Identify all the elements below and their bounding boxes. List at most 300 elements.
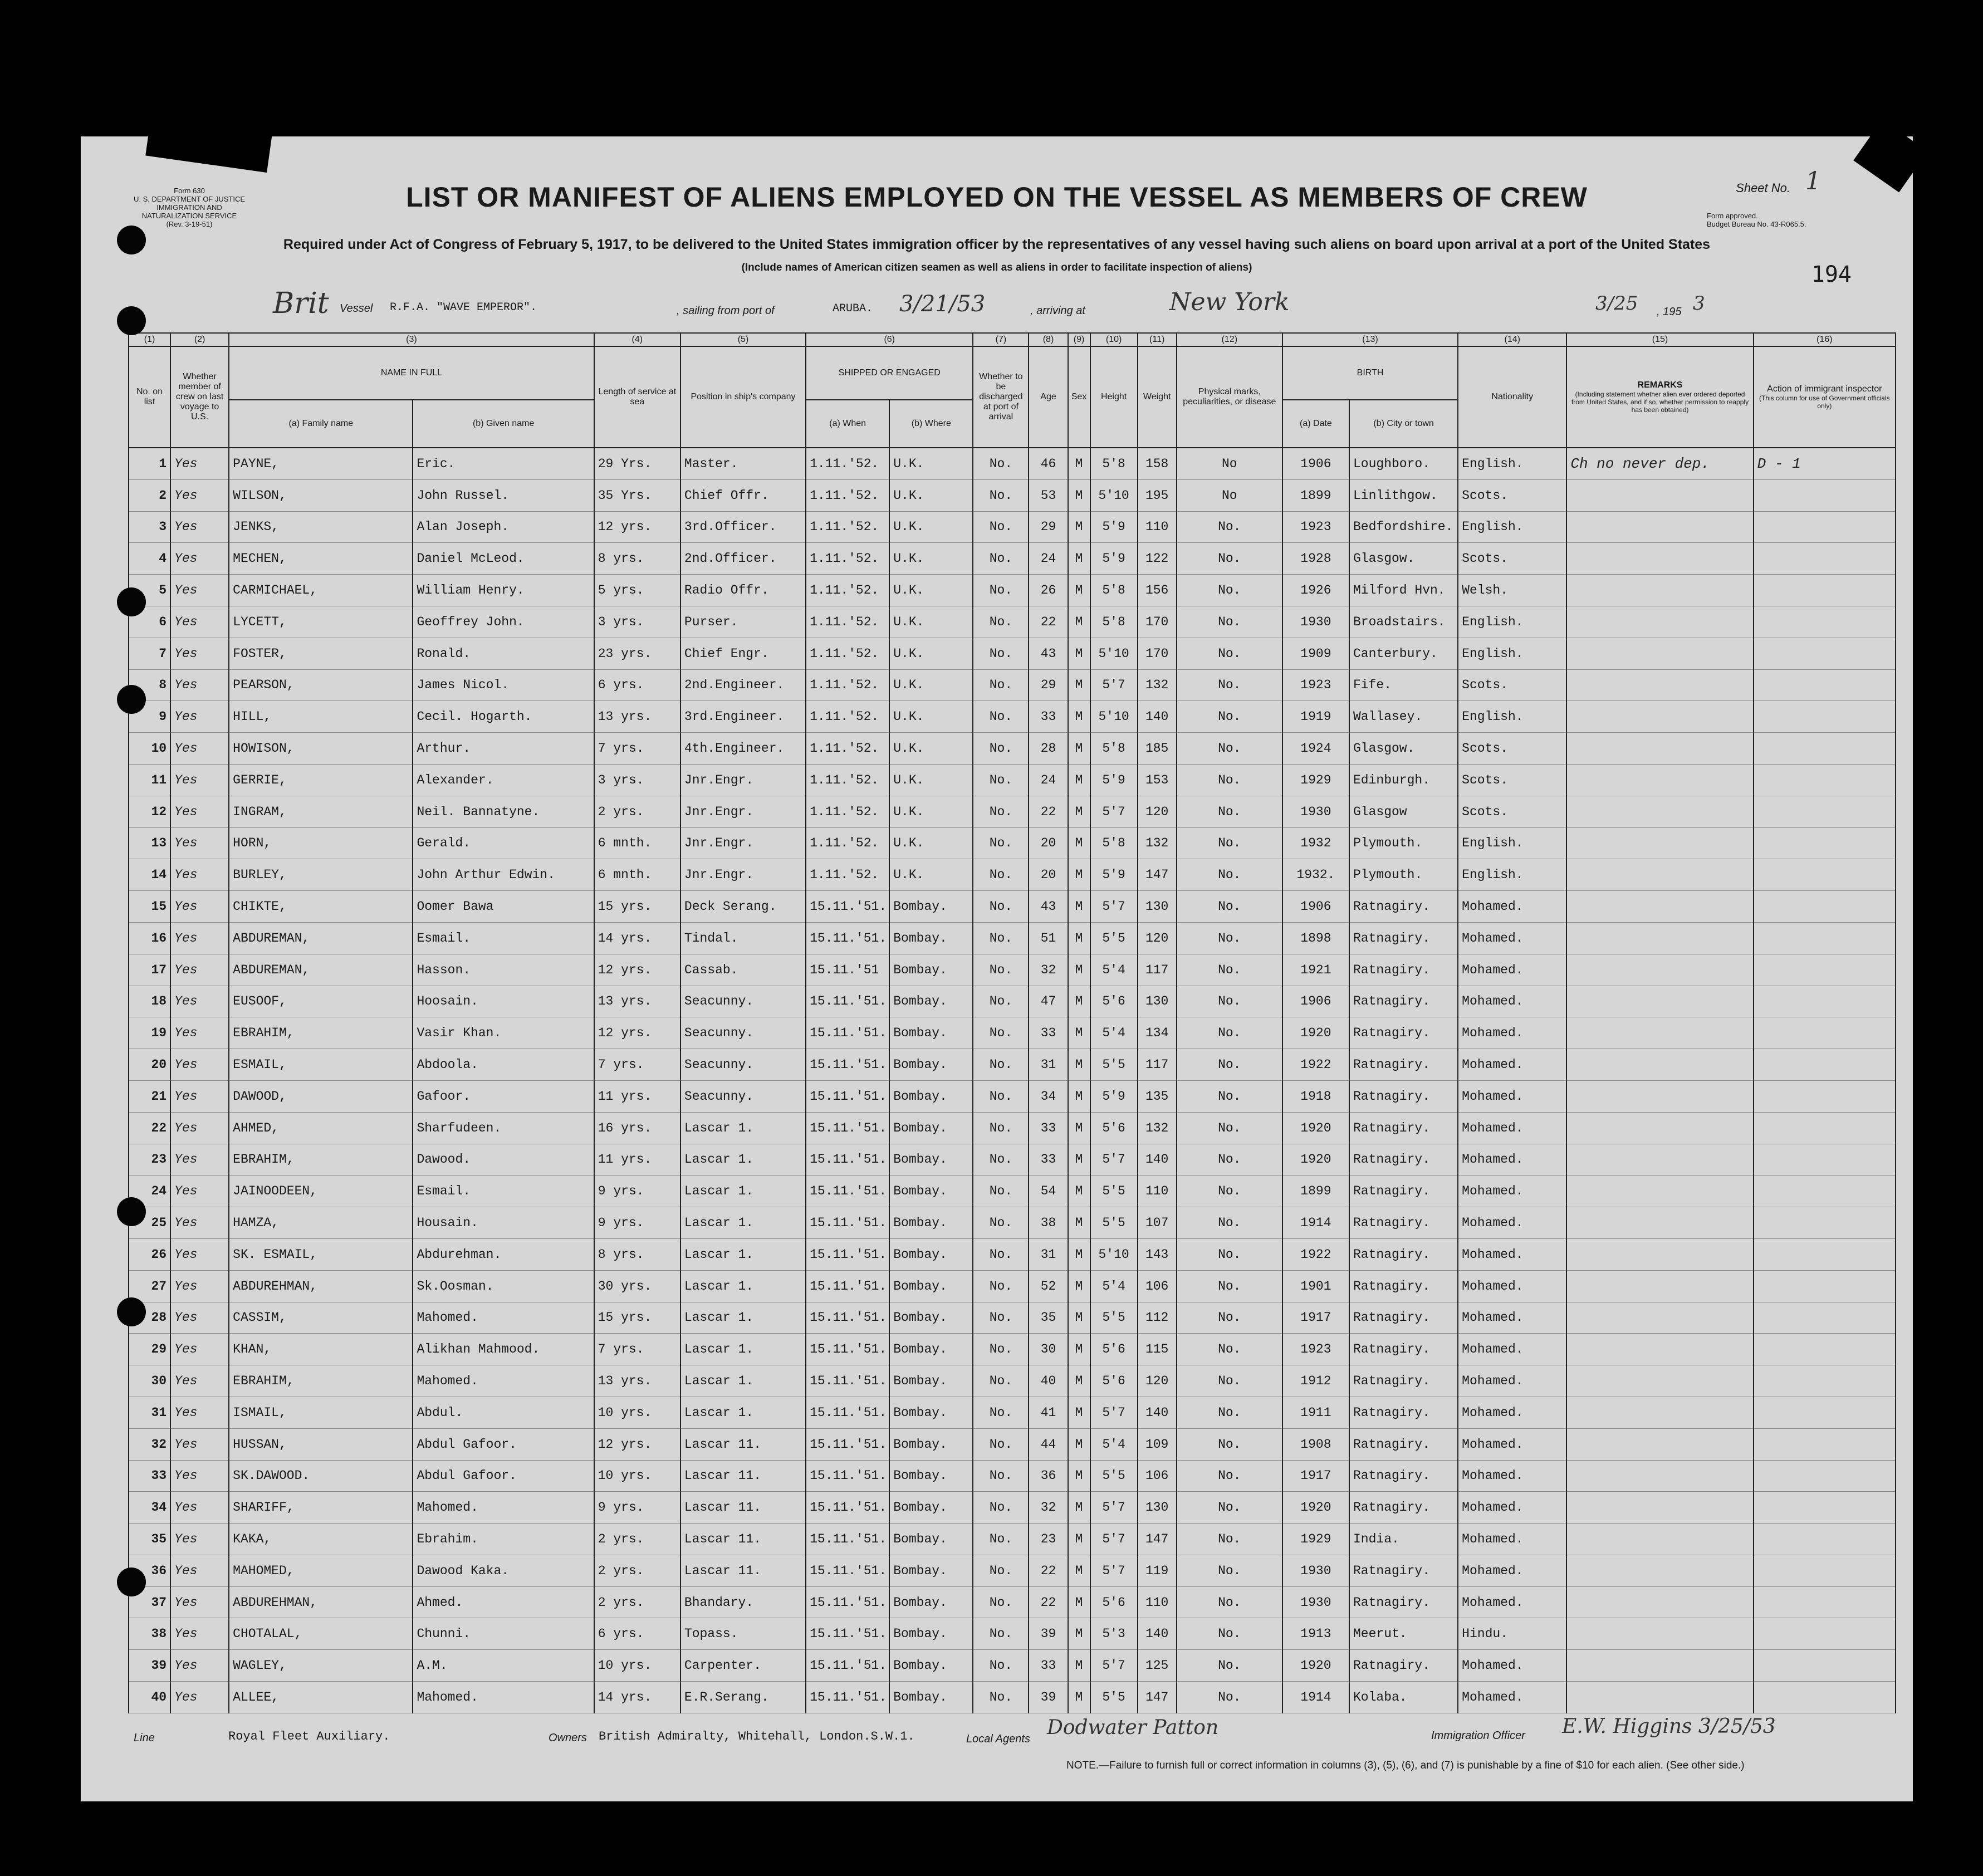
age-cell: 29 [1029, 511, 1068, 543]
birth-date-cell: 1932. [1282, 859, 1349, 891]
age-cell: 41 [1029, 1397, 1068, 1428]
inspector-action-cell [1754, 1397, 1896, 1428]
family-name-cell: SK.DAWOOD. [229, 1460, 413, 1492]
sex-cell: M [1068, 1365, 1090, 1397]
sex-cell: M [1068, 1270, 1090, 1302]
nationality-cell: Mohamed. [1458, 1428, 1566, 1460]
birth-city-cell: Edinburgh. [1349, 764, 1458, 796]
birth-date-cell: 1920 [1282, 1144, 1349, 1175]
sex-cell: M [1068, 479, 1090, 511]
discharged-cell: No. [973, 1365, 1029, 1397]
given-name-cell: John Arthur Edwin. [413, 859, 594, 891]
position-cell: Seacunny. [680, 1049, 806, 1081]
discharged-cell: No. [973, 1334, 1029, 1365]
nationality-cell: Scots. [1458, 733, 1566, 765]
weight-cell: 106 [1138, 1270, 1177, 1302]
shipped-when-cell: 1.11.'52. [806, 669, 889, 701]
shipped-where-cell: U.K. [889, 701, 973, 733]
birth-date-cell: 1919 [1282, 701, 1349, 733]
shipped-where-cell: U.K. [889, 669, 973, 701]
position-cell: Master. [680, 448, 806, 479]
sex-cell: M [1068, 859, 1090, 891]
physical-marks-cell: No. [1177, 575, 1282, 606]
birth-date-cell: 1906 [1282, 448, 1349, 479]
table-row [129, 986, 1896, 1017]
service-length-cell: 5 yrs. [594, 575, 680, 606]
shipped-where-cell: U.K. [889, 764, 973, 796]
birth-city-cell: Ratnagiry. [1349, 1334, 1458, 1365]
weight-cell: 120 [1138, 796, 1177, 827]
sex-cell: M [1068, 575, 1090, 606]
inspector-action-cell [1754, 764, 1896, 796]
physical-marks-cell: No. [1177, 1080, 1282, 1112]
weight-cell: 119 [1138, 1555, 1177, 1586]
family-name-cell: CHOTALAL, [229, 1618, 413, 1650]
weight-cell: 130 [1138, 986, 1177, 1017]
birth-city-cell: Ratnagiry. [1349, 1397, 1458, 1428]
sex-cell: M [1068, 1586, 1090, 1618]
table-row [129, 1460, 1896, 1492]
given-name-cell: Vasir Khan. [413, 1017, 594, 1049]
inspector-action-cell [1754, 1460, 1896, 1492]
given-name-cell: Housain. [413, 1207, 594, 1239]
physical-marks-cell: No. [1177, 1618, 1282, 1650]
table-row [129, 1049, 1896, 1081]
position-cell: Bhandary. [680, 1586, 806, 1618]
col-weight: Weight [1138, 346, 1177, 448]
remarks-cell [1566, 986, 1753, 1017]
inspector-action-cell [1754, 1492, 1896, 1524]
age-cell: 24 [1029, 543, 1068, 575]
row-number-cell: 9 [129, 701, 170, 733]
last-voyage-cell: Yes [170, 1682, 229, 1713]
position-cell: Topass. [680, 1618, 806, 1650]
remarks-cell [1566, 1175, 1753, 1207]
given-name-cell: Abdul. [413, 1397, 594, 1428]
position-cell: Lascar 1. [680, 1334, 806, 1365]
given-name-cell: Neil. Bannatyne. [413, 796, 594, 827]
shipped-where-cell: Bombay. [889, 1302, 973, 1334]
nationality-cell: Mohamed. [1458, 1112, 1566, 1144]
age-cell: 26 [1029, 575, 1068, 606]
row-number-cell: 1 [129, 448, 170, 479]
service-length-cell: 10 yrs. [594, 1650, 680, 1682]
shipped-when-cell: 15.11.'51. [806, 986, 889, 1017]
table-row [129, 1365, 1896, 1397]
height-cell: 5'10 [1090, 638, 1138, 669]
birth-date-cell: 1911 [1282, 1397, 1349, 1428]
weight-cell: 170 [1138, 606, 1177, 638]
service-length-cell: 6 yrs. [594, 1618, 680, 1650]
inspector-action-cell [1754, 1650, 1896, 1682]
nationality-cell: Mohamed. [1458, 891, 1566, 923]
row-number-cell: 39 [129, 1650, 170, 1682]
age-cell: 31 [1029, 1238, 1068, 1270]
height-cell: 5'8 [1090, 733, 1138, 765]
shipped-where-cell: Bombay. [889, 1365, 973, 1397]
weight-cell: 140 [1138, 1144, 1177, 1175]
row-number-cell: 5 [129, 575, 170, 606]
birth-date-cell: 1932 [1282, 827, 1349, 859]
birth-city-cell: Loughboro. [1349, 448, 1458, 479]
position-cell: Seacunny. [680, 986, 806, 1017]
remarks-cell [1566, 1302, 1753, 1334]
shipped-when-cell: 15.11.'51. [806, 1112, 889, 1144]
service-length-cell: 10 yrs. [594, 1397, 680, 1428]
table-row [129, 1080, 1896, 1112]
subtitle: Required under Act of Congress of February 5, 1917, to be delivered to the United States immigration officer by the representatives of any vessel having such aliens on board upon arrival at a port of the United States [283, 237, 1711, 252]
height-cell: 5'4 [1090, 1017, 1138, 1049]
year-value: 3 [1693, 292, 1705, 315]
row-number-cell: 8 [129, 669, 170, 701]
inspector-action-cell [1754, 1302, 1896, 1334]
height-cell: 5'5 [1090, 1460, 1138, 1492]
inspector-action-cell [1754, 1524, 1896, 1555]
family-name-cell: EBRAHIM, [229, 1017, 413, 1049]
arriving-label: , arriving at [1030, 305, 1085, 317]
birth-city-cell: Ratnagiry. [1349, 1207, 1458, 1239]
last-voyage-cell: Yes [170, 1017, 229, 1049]
age-cell: 31 [1029, 1049, 1068, 1081]
given-name-cell: Arthur. [413, 733, 594, 765]
birth-city-cell: Ratnagiry. [1349, 1144, 1458, 1175]
last-voyage-cell: Yes [170, 1460, 229, 1492]
punch-hole [117, 306, 146, 335]
col-discharged: Whether to be discharged at port of arrival [973, 346, 1029, 448]
age-cell: 32 [1029, 954, 1068, 986]
table-row [129, 954, 1896, 986]
birth-city-cell: Ratnagiry. [1349, 986, 1458, 1017]
discharged-cell: No. [973, 1555, 1029, 1586]
sex-cell: M [1068, 764, 1090, 796]
given-name-cell: Dawood. [413, 1144, 594, 1175]
service-length-cell: 13 yrs. [594, 986, 680, 1017]
nationality-cell: Mohamed. [1458, 922, 1566, 954]
birth-date-cell: 1921 [1282, 954, 1349, 986]
birth-city-cell: Ratnagiry. [1349, 1017, 1458, 1049]
physical-marks-cell: No. [1177, 1017, 1282, 1049]
last-voyage-cell: Yes [170, 1586, 229, 1618]
birth-city-cell: Ratnagiry. [1349, 1428, 1458, 1460]
service-length-cell: 15 yrs. [594, 891, 680, 923]
position-cell: Lascar 11. [680, 1555, 806, 1586]
family-name-cell: MAHOMED, [229, 1555, 413, 1586]
given-name-cell: James Nicol. [413, 669, 594, 701]
col-birth-date: (a) Date [1282, 400, 1349, 448]
remarks-cell [1566, 1270, 1753, 1302]
height-cell: 5'7 [1090, 1492, 1138, 1524]
agents-label: Local Agents [966, 1733, 1030, 1745]
last-voyage-cell: Yes [170, 448, 229, 479]
birth-date-cell: 1920 [1282, 1650, 1349, 1682]
table-row [129, 448, 1896, 479]
height-cell: 5'7 [1090, 1397, 1138, 1428]
weight-cell: 130 [1138, 1492, 1177, 1524]
row-number-cell: 4 [129, 543, 170, 575]
remarks-cell [1566, 1144, 1753, 1175]
physical-marks-cell: No. [1177, 543, 1282, 575]
physical-marks-cell: No. [1177, 954, 1282, 986]
row-number-cell: 27 [129, 1270, 170, 1302]
discharged-cell: No. [973, 1080, 1029, 1112]
shipped-when-cell: 1.11.'52. [806, 448, 889, 479]
birth-city-cell: Ratnagiry. [1349, 1302, 1458, 1334]
family-name-cell: MECHEN, [229, 543, 413, 575]
physical-marks-cell: No. [1177, 1175, 1282, 1207]
position-cell: Jnr.Engr. [680, 827, 806, 859]
discharged-cell: No. [973, 701, 1029, 733]
table-row [129, 1112, 1896, 1144]
birth-date-cell: 1922 [1282, 1049, 1349, 1081]
age-cell: 39 [1029, 1618, 1068, 1650]
sex-cell: M [1068, 1017, 1090, 1049]
birth-date-cell: 1923 [1282, 1334, 1349, 1365]
age-cell: 54 [1029, 1175, 1068, 1207]
height-cell: 5'4 [1090, 1270, 1138, 1302]
nationality-cell: Mohamed. [1458, 1586, 1566, 1618]
physical-marks-cell: No. [1177, 1049, 1282, 1081]
remarks-cell [1566, 922, 1753, 954]
sheet-number: 1 [1805, 167, 1821, 195]
position-cell: Chief Engr. [680, 638, 806, 669]
col-birth: BIRTH [1282, 346, 1458, 400]
discharged-cell: No. [973, 1238, 1029, 1270]
table-row [129, 1175, 1896, 1207]
weight-cell: 147 [1138, 859, 1177, 891]
discharged-cell: No. [973, 1586, 1029, 1618]
given-name-cell: Eric. [413, 448, 594, 479]
sex-cell: M [1068, 1524, 1090, 1555]
birth-date-cell: 1917 [1282, 1460, 1349, 1492]
nationality-cell: Mohamed. [1458, 1270, 1566, 1302]
shipped-when-cell: 15.11.'51 [806, 954, 889, 986]
service-length-cell: 2 yrs. [594, 1586, 680, 1618]
last-voyage-cell: Yes [170, 986, 229, 1017]
last-voyage-cell: Yes [170, 1080, 229, 1112]
col-where: (b) Where [889, 400, 973, 448]
birth-date-cell: 1929 [1282, 764, 1349, 796]
shipped-where-cell: Bombay. [889, 1555, 973, 1586]
sex-cell: M [1068, 922, 1090, 954]
birth-city-cell: Canterbury. [1349, 638, 1458, 669]
service-length-cell: 9 yrs. [594, 1207, 680, 1239]
height-cell: 5'10 [1090, 1238, 1138, 1270]
sex-cell: M [1068, 638, 1090, 669]
birth-city-cell: India. [1349, 1524, 1458, 1555]
discharged-cell: No. [973, 1397, 1029, 1428]
inspector-action-cell [1754, 1144, 1896, 1175]
physical-marks-cell: No. [1177, 733, 1282, 765]
row-number-cell: 32 [129, 1428, 170, 1460]
age-cell: 33 [1029, 1650, 1068, 1682]
row-number-cell: 21 [129, 1080, 170, 1112]
given-name-cell: Alan Joseph. [413, 511, 594, 543]
given-name-cell: Ronald. [413, 638, 594, 669]
agents-value: Dodwater Patton [1047, 1716, 1219, 1739]
shipped-where-cell: Bombay. [889, 1428, 973, 1460]
birth-city-cell: Ratnagiry. [1349, 954, 1458, 986]
discharged-cell: No. [973, 1017, 1029, 1049]
shipped-when-cell: 15.11.'51. [806, 1428, 889, 1460]
family-name-cell: WAGLEY, [229, 1650, 413, 1682]
birth-date-cell: 1912 [1282, 1365, 1349, 1397]
given-name-cell: Gerald. [413, 827, 594, 859]
physical-marks-cell: No. [1177, 638, 1282, 669]
last-voyage-cell: Yes [170, 1334, 229, 1365]
arriving-port: New York [1169, 288, 1290, 316]
weight-cell: 122 [1138, 543, 1177, 575]
table-row [129, 1207, 1896, 1239]
discharged-cell: No. [973, 1207, 1029, 1239]
service-length-cell: 12 yrs. [594, 511, 680, 543]
remarks-cell [1566, 764, 1753, 796]
shipped-when-cell: 15.11.'51. [806, 1365, 889, 1397]
shipped-when-cell: 15.11.'51. [806, 1238, 889, 1270]
position-cell: Carpenter. [680, 1650, 806, 1682]
physical-marks-cell: No. [1177, 796, 1282, 827]
birth-city-cell: Ratnagiry. [1349, 1492, 1458, 1524]
nationality-cell: Mohamed. [1458, 1682, 1566, 1713]
discharged-cell: No. [973, 859, 1029, 891]
birth-date-cell: 1930 [1282, 1586, 1349, 1618]
nationality-cell: Hindu. [1458, 1618, 1566, 1650]
position-cell: Chief Offr. [680, 479, 806, 511]
physical-marks-cell: No. [1177, 1302, 1282, 1334]
inspector-action-cell: D - 1 [1754, 448, 1896, 479]
remarks-cell: Ch no never dep. [1566, 448, 1753, 479]
service-length-cell: 12 yrs. [594, 954, 680, 986]
given-name-cell: Abdul Gafoor. [413, 1428, 594, 1460]
physical-marks-cell: No. [1177, 701, 1282, 733]
sex-cell: M [1068, 733, 1090, 765]
nationality-cell: Mohamed. [1458, 1492, 1566, 1524]
position-cell: Lascar 1. [680, 1144, 806, 1175]
shipped-when-cell: 1.11.'52. [806, 638, 889, 669]
service-length-cell: 3 yrs. [594, 606, 680, 638]
sex-cell: M [1068, 1492, 1090, 1524]
shipped-where-cell: Bombay. [889, 1112, 973, 1144]
shipped-when-cell: 15.11.'51. [806, 1460, 889, 1492]
col-when: (a) When [806, 400, 889, 448]
inspector-action-cell [1754, 575, 1896, 606]
row-number-cell: 13 [129, 827, 170, 859]
discharged-cell: No. [973, 1618, 1029, 1650]
table-row [129, 733, 1896, 765]
shipped-when-cell: 15.11.'51. [806, 1682, 889, 1713]
row-number-cell: 22 [129, 1112, 170, 1144]
weight-cell: 107 [1138, 1207, 1177, 1239]
crew-rows [129, 448, 1896, 1713]
birth-city-cell: Ratnagiry. [1349, 1650, 1458, 1682]
remarks-cell [1566, 1334, 1753, 1365]
nationality-cell: Scots. [1458, 796, 1566, 827]
service-length-cell: 9 yrs. [594, 1175, 680, 1207]
shipped-when-cell: 1.11.'52. [806, 575, 889, 606]
row-number-cell: 3 [129, 511, 170, 543]
shipped-when-cell: 15.11.'51. [806, 1175, 889, 1207]
birth-city-cell: Wallasey. [1349, 701, 1458, 733]
remarks-cell [1566, 701, 1753, 733]
vessel-label: Vessel [340, 302, 373, 315]
row-number-cell: 20 [129, 1049, 170, 1081]
last-voyage-cell: Yes [170, 827, 229, 859]
discharged-cell: No. [973, 1682, 1029, 1713]
nationality-cell: Mohamed. [1458, 1238, 1566, 1270]
weight-cell: 195 [1138, 479, 1177, 511]
position-cell: 4th.Engineer. [680, 733, 806, 765]
birth-city-cell: Ratnagiry. [1349, 1586, 1458, 1618]
discharged-cell: No. [973, 733, 1029, 765]
position-cell: Deck Serang. [680, 891, 806, 923]
family-name-cell: CASSIM, [229, 1302, 413, 1334]
height-cell: 5'7 [1090, 1555, 1138, 1586]
inspector-action-cell [1754, 796, 1896, 827]
shipped-when-cell: 15.11.'51. [806, 1492, 889, 1524]
height-cell: 5'6 [1090, 1334, 1138, 1365]
last-voyage-cell: Yes [170, 1112, 229, 1144]
weight-cell: 153 [1138, 764, 1177, 796]
physical-marks-cell: No. [1177, 1112, 1282, 1144]
shipped-where-cell: Bombay. [889, 1207, 973, 1239]
height-cell: 5'7 [1090, 1144, 1138, 1175]
given-name-cell: Gafoor. [413, 1080, 594, 1112]
weight-cell: 110 [1138, 1175, 1177, 1207]
birth-date-cell: 1901 [1282, 1270, 1349, 1302]
inspector-action-cell [1754, 859, 1896, 891]
crew-table: (1) (2) (3) (4) (5) (6) (7) (8) (9) (10) (11) (12) (13) (14) (15) (16) No. on list Whether member of crew on last voyage to U.S. NAME IN FULL Length of service at sea Position in ship's company SHIPPED OR ENGAGED Whether to be discharged at port of arrival Age Sex Height Weight Physical marks, peculiarities, or disease BIRTH Nationality REMARKS (Including statement whether alien ever ordered deported from United States, and if so, whether permission to reapply has been obtained) Action of immigrant inspector (This column for use of Government officials only) (a) Family name (b) Given name (a) When (b) Where (a) Date (b) City or town 1 Yes PAYNE, Eric. 29 Yrs. Master. 1.11.'52. U.K. No. 46 M 5'8 158 No 1906 Loughboro. English. Ch no never dep. D - 1 2 Yes WILSON, John Russel. 35 Yrs. Chief Offr. 1.11.'52. U.K. No. 53 M 5'10 195 No 1899 Linlithgow. Scots. 3 Yes JENKS, Alan Joseph. 12 yrs. 3rd.Officer. 1.11.'52. U.K. No. 29 M 5'9 110 No. 1923 Bedfordshire. English. 4 Yes MECHEN, Daniel McLeod. 8 yrs. 2nd.Officer. 1.11.'52. U.K. No. 24 M 5'9 122 No. 1928 Glasgow. Scots. 5 Yes CARMICHAEL, William Henry. 5 yrs. Radio Offr. 1.11.'52. U.K. No. 26 M 5'8 156 No. 1926 Milford Hvn. Welsh. 6 Yes LYCETT, Geoffrey John. 3 yrs. Purser. 1.11.'52. U.K. No. 22 M 5'8 170 No. 1930 Broadstairs. English. 7 Yes FOSTER, Ronald. 23 yrs. Chief Engr. 1.11.'52. U.K. No. 43 M 5'10 170 No. 1909 Canterbury. English. 8 Yes PEARSON, James Nicol. 6 yrs. 2nd.Engineer. 1.11.'52. U.K. No. 29 M 5'7 132 No. 1923 Fife. Scots. 9 Yes HILL, Cecil. Hogarth. 13 yrs. 3rd.Engineer. 1.11.'52. U.K. No. 33 M 5'10 140 No. 1919 Wallasey. English. 10 Yes HOWISON, Arthur. 7 yrs. 4th.Engineer. 1.11.'52. U.K. No. 28 M 5'8 185 No. 1924 Glasgow. Scots. 11 Yes GERRIE, Alexander. 3 yrs. Jnr.Engr. 1.11.'52. U.K. No. 24 M 5'9 153 No. 1929 Edinburgh. Scots. 12 Yes INGRAM, Neil. Bannatyne. 2 yrs. Jnr.Engr. 1.11.'52. U.K. No. 22 M 5'7 120 No. 1930 Glasgow Scots. 13 Yes HORN, Gerald. 6 mnth. Jnr.Engr. 1.11.'52. U.K. No. 20 M 5'8 132 No. 1932 Plymouth. English. 14 Yes BURLEY, John Arthur Edwin. 6 mnth. Jnr.Engr. 1.11.'52. U.K. No. 20 M 5'9 147 No. 1932. Plymouth. English. 15 Yes CHIKTE, Oomer Bawa 15 yrs. Deck Serang. 15.11.'51. Bombay. No. 43 M 5'7 130 No. 1906 Ratnagiry. Mohamed. 16 Yes ABDUREMAN, Esmail. 14 yrs. Tindal. 15.11.'51. Bombay. No. 51 M 5'5 120 No. 1898 Ratnagiry. Mohamed. 17 Yes ABDUREMAN, Hasson. 12 yrs. Cassab. 15.11.'51 Bombay. No. 32 M 5'4 117 No. 1921 Ratnagiry. Mohamed. 18 Yes EUSOOF, Hoosain. 13 yrs. Seacunny. 15.11.'51. Bombay. No. 47 M 5'6 130 No. 1906 Ratnagiry. Mohamed. 19 Yes EBRAHIM, Vasir Khan. 12 yrs. Seacunny. 15.11.'51. Bombay. No. 33 M 5'4 134 No. 1920 Ratnagiry. Mohamed. 20 Yes ESMAIL, Abdoola. 7 yrs. Seacunny. 15.11.'51. Bombay. No. 31 M 5'5 117 No. 1922 Ratnagiry. Mohamed. 21 Yes DAWOOD, Gafoor. 11 yrs. Seacunny. 15.11.'51. Bombay. No. 34 M 5'9 135 No. 1918 Ratnagiry. Mohamed. 22 Yes AHMED, Sharfudeen. 16 yrs. Lascar 1. 15.11.'51. Bombay. No. 33 M 5'6 132 No. 1920 Ratnagiry. Mohamed. 23 Yes EBRAHIM, Dawood. 11 yrs. Lascar 1. 15.11.'51. Bombay. No. 33 M 5'7 140 No. 1920 Ratnagiry. Mohamed. 24 Yes JAINOODEEN, Esmail. 9 yrs. Lascar 1. 15.11.'51. Bombay. No. 54 M 5'5 110 No. 1899 Ratnagiry. Mohamed. 25 Yes HAMZA, Housain. 9 yrs. Lascar 1. 15.11.'51. Bombay. No. 38 M 5'5 107 No. 1914 Ratnagiry. Mohamed. 26 Yes SK. ESMAIL, Abdurehman. 8 yrs. Lascar 1. 15.11.'51. Bombay. No. 31 M 5'10 143 No. 1922 Ratnagiry. Mohamed. 27 Yes ABDUREHMAN, Sk.Oosman. 30 yrs. Lascar 1. 15.11.'51. Bombay. No. 52 M 5'4 106 No. 1901 Ratnagiry. Mohamed. 28 Yes CASSIM, Mahomed. 15 yrs. Lascar 1. 15.11.'51. Bombay. No. 35 M 5'5 112 No. 1917 Ratnagiry. Mohamed. 29 Yes KHAN, Alikhan Mahmood. 7 yrs. Lascar 1. 15.11.'51. Bombay. No. 30 M 5'6 115 No. 1923 Ratnagiry. Mohamed. 30 Yes EBRAHIM, Mahomed. 13 yrs. Lascar 1. 15.11.'51. Bombay. No. 40 M 5'6 120 No. 1912 Ratnagiry. Mohamed. 31 Yes ISMAIL, Abdul. 10 yrs. Lascar 1. 15.11.'51. Bombay. No. 41 M 5'7 140 No. 1911 Ratnagiry. Mohamed. 32 Yes HUSSAN, Abdul Gafoor. 12 yrs. Lascar 11. 15.11.'51. Bombay. No. 44 M 5'4 109 No. 1908 Ratnagiry. Mohamed. 33 Yes SK.DAWOOD. Abdul Gafoor. 10 yrs. Lascar 11. 15.11.'51. Bombay. No. 36 M 5'5 106 No. 1917 Ratnagiry. Mohamed. 34 Yes SHARIFF, Mahomed. 9 yrs. Lascar 11. 15.11.'51. Bombay. No. 32 M 5'7 130 No. 1920 Ratnagiry. Mohamed. 35 Yes KAKA, Ebrahim. 2 yrs. Lascar 11. 15.11.'51. Bombay. No. 23 M 5'7 147 No. 1929 India. Mohamed. 36 Yes MAHOMED, Dawood Kaka. 2 yrs. Lascar 11. 15.11.'51. Bombay. No. 22 M 5'7 119 No. 1930 Ratnagiry. Mohamed. 37 Yes ABDUREHMAN, Ahmed. 2 yrs. Bhandary. 15.11.'51. Bombay. No. 22 M 5'6 110 No. 1930 Ratnagiry. Mohamed. 38 Yes CHOTALAL, Chunni. 6 yrs. Topass. 15.11.'51. Bombay. No. 39 M 5'3 140 No. 1913 Meerut. Hindu. 39 Yes WAGLEY, A.M. 10 yrs. Carpenter. 15.11.'51. Bombay. No. 33 M 5'7 125 No. 1920 Ratnagiry. Mohamed. 40 Yes ALLEE, Mahomed. 14 yrs. E.R.Serang. 15.11.'51. Bombay. No. 39 M 5'5 147 No. 1914 Kolaba. Mohamed. [128, 332, 1896, 1713]
shipped-when-cell: 15.11.'51. [806, 922, 889, 954]
row-number-cell: 36 [129, 1555, 170, 1586]
family-name-cell: KHAN, [229, 1334, 413, 1365]
sex-cell: M [1068, 511, 1090, 543]
age-cell: 33 [1029, 701, 1068, 733]
row-number-cell: 2 [129, 479, 170, 511]
height-cell: 5'3 [1090, 1618, 1138, 1650]
service-length-cell: 8 yrs. [594, 543, 680, 575]
inspector-action-cell [1754, 891, 1896, 923]
birth-date-cell: 1899 [1282, 1175, 1349, 1207]
nationality-cell: English. [1458, 701, 1566, 733]
position-cell: 3rd.Officer. [680, 511, 806, 543]
shipped-when-cell: 1.11.'52. [806, 764, 889, 796]
family-name-cell: CARMICHAEL, [229, 575, 413, 606]
inspector-action-cell [1754, 606, 1896, 638]
position-cell: 2nd.Officer. [680, 543, 806, 575]
nationality-cell: Mohamed. [1458, 1049, 1566, 1081]
remarks-cell [1566, 1049, 1753, 1081]
nationality-cell: Scots. [1458, 669, 1566, 701]
given-name-cell: Hoosain. [413, 986, 594, 1017]
age-cell: 43 [1029, 638, 1068, 669]
nationality-cell: Mohamed. [1458, 1144, 1566, 1175]
shipped-when-cell: 15.11.'51. [806, 1524, 889, 1555]
nationality-cell: Mohamed. [1458, 1334, 1566, 1365]
birth-city-cell: Ratnagiry. [1349, 1112, 1458, 1144]
shipped-where-cell: Bombay. [889, 1017, 973, 1049]
shipped-where-cell: U.K. [889, 543, 973, 575]
remarks-cell [1566, 733, 1753, 765]
service-length-cell: 6 mnth. [594, 859, 680, 891]
shipped-when-cell: 1.11.'52. [806, 543, 889, 575]
row-number-cell: 10 [129, 733, 170, 765]
stamp-number: 194 [1811, 262, 1852, 287]
family-name-cell: PEARSON, [229, 669, 413, 701]
discharged-cell: No. [973, 575, 1029, 606]
remarks-cell [1566, 954, 1753, 986]
physical-marks-cell: No. [1177, 859, 1282, 891]
last-voyage-cell: Yes [170, 1492, 229, 1524]
remarks-cell [1566, 1524, 1753, 1555]
